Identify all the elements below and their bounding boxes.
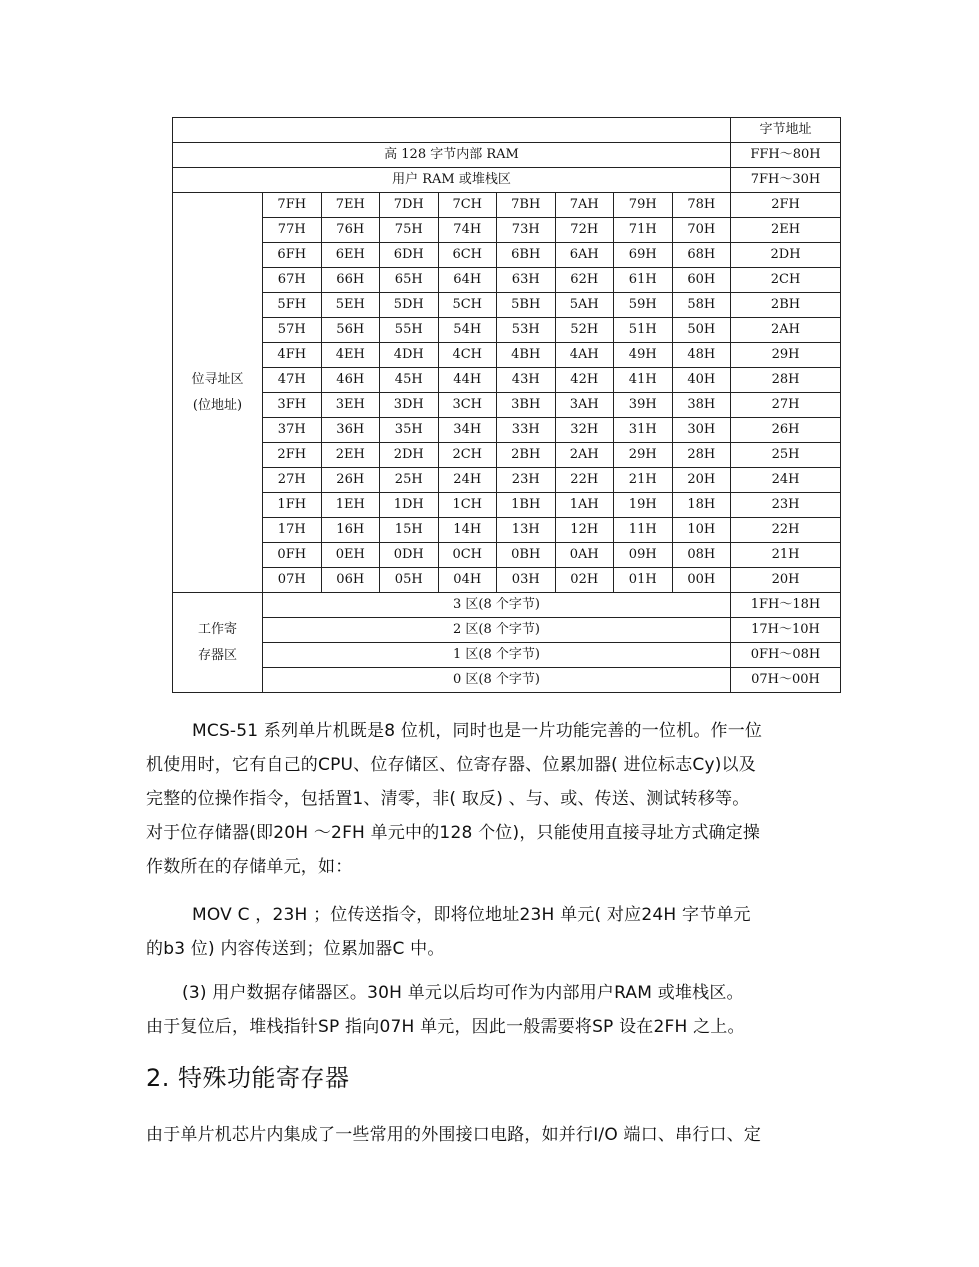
- bit-address-cell: 72H: [555, 218, 614, 243]
- bit-address-cell: 1BH: [497, 493, 556, 518]
- bit-address-cell: 35H: [380, 418, 439, 443]
- bit-address-cell: 5BH: [497, 293, 556, 318]
- byte-address-cell: 25H: [731, 443, 841, 468]
- bit-row: [173, 368, 841, 393]
- bit-address-cell: 5AH: [555, 293, 614, 318]
- bit-address-cell: 68H: [672, 243, 731, 268]
- bit-address-cell: 7DH: [380, 193, 439, 218]
- bit-address-cell: 3DH: [380, 393, 439, 418]
- bit-address-cell: 7BH: [497, 193, 556, 218]
- bit-address-cell: 0FH: [263, 543, 322, 568]
- bit-address-cell: 7EH: [321, 193, 380, 218]
- text-line: 对于位存储器(即20H ～2FH 单元中的128 个位)，只能使用直接寻址方式确定操: [146, 823, 761, 843]
- bit-row: [173, 418, 841, 443]
- paragraph-user-data-area: [146, 976, 846, 1044]
- bit-address-cell: 29H: [614, 443, 673, 468]
- bit-address-cell: 22H: [555, 468, 614, 493]
- bit-address-cell: 31H: [614, 418, 673, 443]
- user-ram-label: 用户 RAM 或堆栈区: [173, 168, 731, 193]
- bit-address-cell: 4BH: [497, 343, 556, 368]
- bit-address-cell: 4EH: [321, 343, 380, 368]
- bit-address-cell: 16H: [321, 518, 380, 543]
- bit-address-cell: 0DH: [380, 543, 439, 568]
- paragraph-mov-example: [146, 898, 846, 966]
- register-area-label-cell: [173, 593, 263, 693]
- bit-address-cell: 2BH: [497, 443, 556, 468]
- bit-address-cell: 42H: [555, 368, 614, 393]
- user-ram-addr: 7FH～30H: [731, 168, 841, 193]
- bit-area-label: 位寻址区: [191, 371, 244, 387]
- bit-address-cell: 27H: [263, 468, 322, 493]
- table-header-row: [173, 118, 841, 143]
- bit-address-cell: 5EH: [321, 293, 380, 318]
- byte-address-cell: 2AH: [731, 318, 841, 343]
- register-bank-label: 1 区(8 个字节): [263, 643, 731, 668]
- high-ram-label: 高 128 字节内部 RAM: [173, 143, 731, 168]
- byte-address-cell: 24H: [731, 468, 841, 493]
- bit-address-cell: 53H: [497, 318, 556, 343]
- bit-address-cell: 26H: [321, 468, 380, 493]
- table-row-high-ram: [173, 143, 841, 168]
- bit-address-cell: 57H: [263, 318, 322, 343]
- bit-address-cell: 6FH: [263, 243, 322, 268]
- bit-address-cell: 44H: [438, 368, 497, 393]
- register-bank-label: 2 区(8 个字节): [263, 618, 731, 643]
- bit-address-cell: 38H: [672, 393, 731, 418]
- bit-row: [173, 343, 841, 368]
- bit-address-cell: 69H: [614, 243, 673, 268]
- paragraph-bit-processor: [146, 714, 846, 884]
- bit-address-cell: 70H: [672, 218, 731, 243]
- bit-address-cell: 15H: [380, 518, 439, 543]
- byte-address-cell: 28H: [731, 368, 841, 393]
- bit-area-label-cell: [173, 193, 263, 593]
- byte-address-cell: 29H: [731, 343, 841, 368]
- bit-address-cell: 66H: [321, 268, 380, 293]
- bit-address-cell: 63H: [497, 268, 556, 293]
- section-heading: 2. 特殊功能寄存器: [146, 1064, 350, 1092]
- bit-address-cell: 18H: [672, 493, 731, 518]
- bit-address-cell: 50H: [672, 318, 731, 343]
- register-bank-label: 3 区(8 个字节): [263, 593, 731, 618]
- bit-address-cell: 03H: [497, 568, 556, 593]
- internal-ram-map-table: [172, 117, 841, 693]
- bit-address-cell: 49H: [614, 343, 673, 368]
- bit-address-cell: 74H: [438, 218, 497, 243]
- bit-address-cell: 6AH: [555, 243, 614, 268]
- bit-address-cell: 09H: [614, 543, 673, 568]
- byte-address-cell: 26H: [731, 418, 841, 443]
- bit-address-cell: 37H: [263, 418, 322, 443]
- bit-address-cell: 7AH: [555, 193, 614, 218]
- bit-address-cell: 58H: [672, 293, 731, 318]
- bit-address-cell: 45H: [380, 368, 439, 393]
- high-ram-addr: FFH～80H: [731, 143, 841, 168]
- bit-address-cell: 61H: [614, 268, 673, 293]
- bit-address-cell: 07H: [263, 568, 322, 593]
- text-line: 完整的位操作指令，包括置1、清零，非( 取反) 、与、或、传送、测试转移等。: [146, 789, 750, 809]
- bit-address-cell: 32H: [555, 418, 614, 443]
- bit-address-cell: 11H: [614, 518, 673, 543]
- bit-row: [173, 518, 841, 543]
- bit-address-cell: 6BH: [497, 243, 556, 268]
- bit-address-cell: 40H: [672, 368, 731, 393]
- bit-address-cell: 43H: [497, 368, 556, 393]
- bit-address-cell: 39H: [614, 393, 673, 418]
- bit-row: [173, 293, 841, 318]
- bit-address-cell: 1CH: [438, 493, 497, 518]
- text-line: 作数所在的存储单元，如：: [146, 857, 353, 877]
- bit-address-cell: 6EH: [321, 243, 380, 268]
- bit-address-cell: 34H: [438, 418, 497, 443]
- bit-address-cell: 08H: [672, 543, 731, 568]
- bit-address-cell: 30H: [672, 418, 731, 443]
- bit-address-cell: 4DH: [380, 343, 439, 368]
- bit-address-cell: 73H: [497, 218, 556, 243]
- bit-address-cell: 0AH: [555, 543, 614, 568]
- text-line: 由于单片机芯片内集成了一些常用的外围接口电路，如并行I/O 端口、串行口、定: [146, 1125, 762, 1145]
- bit-address-cell: 2FH: [263, 443, 322, 468]
- bit-address-cell: 04H: [438, 568, 497, 593]
- bit-row: [173, 393, 841, 418]
- bit-address-cell: 28H: [672, 443, 731, 468]
- byte-address-cell: 2EH: [731, 218, 841, 243]
- bit-row: [173, 468, 841, 493]
- bit-address-cell: 1DH: [380, 493, 439, 518]
- byte-address-cell: 2CH: [731, 268, 841, 293]
- bit-address-cell: 79H: [614, 193, 673, 218]
- register-bank-addr: 1FH～18H: [731, 593, 841, 618]
- bit-address-cell: 7CH: [438, 193, 497, 218]
- bit-address-cell: 0EH: [321, 543, 380, 568]
- bit-address-cell: 62H: [555, 268, 614, 293]
- bit-address-cell: 48H: [672, 343, 731, 368]
- bit-address-cell: 67H: [263, 268, 322, 293]
- bit-address-cell: 5DH: [380, 293, 439, 318]
- header-empty-cell: [173, 118, 731, 143]
- bit-address-cell: 41H: [614, 368, 673, 393]
- bit-address-cell: 33H: [497, 418, 556, 443]
- byte-address-cell: 2BH: [731, 293, 841, 318]
- bit-address-cell: 02H: [555, 568, 614, 593]
- register-bank-addr: 07H～00H: [731, 668, 841, 693]
- register-bank-row: [173, 668, 841, 693]
- bit-address-cell: 05H: [380, 568, 439, 593]
- register-area-sublabel: 存器区: [197, 647, 237, 663]
- bit-address-cell: 3CH: [438, 393, 497, 418]
- bit-address-cell: 71H: [614, 218, 673, 243]
- register-bank-addr: 0FH～08H: [731, 643, 841, 668]
- bit-address-cell: 21H: [614, 468, 673, 493]
- paragraph-sfr-intro: [146, 1118, 846, 1152]
- text-line: 由于复位后，堆栈指针SP 指向07H 单元，因此一般需要将SP 设在2FH 之上。: [146, 1017, 745, 1037]
- bit-row: [173, 318, 841, 343]
- table-row-user-ram: [173, 168, 841, 193]
- bit-address-cell: 55H: [380, 318, 439, 343]
- bit-address-cell: 2AH: [555, 443, 614, 468]
- bit-row: [173, 268, 841, 293]
- bit-address-cell: 5FH: [263, 293, 322, 318]
- register-bank-label: 0 区(8 个字节): [263, 668, 731, 693]
- bit-address-cell: 3BH: [497, 393, 556, 418]
- bit-address-cell: 25H: [380, 468, 439, 493]
- register-bank-addr: 17H～10H: [731, 618, 841, 643]
- bit-area-sublabel: (位地址): [192, 397, 243, 413]
- bit-address-cell: 7FH: [263, 193, 322, 218]
- bit-address-cell: 13H: [497, 518, 556, 543]
- bit-address-cell: 19H: [614, 493, 673, 518]
- bit-row: [173, 243, 841, 268]
- bit-address-cell: 2EH: [321, 443, 380, 468]
- bit-row: [173, 568, 841, 593]
- bit-address-cell: 2CH: [438, 443, 497, 468]
- byte-address-cell: 23H: [731, 493, 841, 518]
- bit-address-cell: 59H: [614, 293, 673, 318]
- bit-address-cell: 54H: [438, 318, 497, 343]
- bit-address-cell: 0BH: [497, 543, 556, 568]
- bit-address-cell: 1EH: [321, 493, 380, 518]
- byte-address-cell: 2FH: [731, 193, 841, 218]
- bit-address-cell: 4FH: [263, 343, 322, 368]
- bit-address-cell: 56H: [321, 318, 380, 343]
- bit-row: [173, 543, 841, 568]
- byte-address-header: 字节地址: [731, 118, 841, 143]
- bit-address-cell: 4CH: [438, 343, 497, 368]
- text-line: MCS-51 系列单片机既是8 位机，同时也是一片功能完善的一位机。作一位: [192, 721, 763, 741]
- bit-address-cell: 36H: [321, 418, 380, 443]
- register-bank-row: [173, 643, 841, 668]
- register-bank-row: [173, 593, 841, 618]
- bit-address-cell: 3EH: [321, 393, 380, 418]
- text-line: (3) 用户数据存储器区。30H 单元以后均可作为内部用户RAM 或堆栈区。: [182, 983, 744, 1003]
- bit-row: [173, 493, 841, 518]
- bit-address-cell: 76H: [321, 218, 380, 243]
- bit-address-cell: 52H: [555, 318, 614, 343]
- bit-address-cell: 3FH: [263, 393, 322, 418]
- bit-address-cell: 6DH: [380, 243, 439, 268]
- text-line: MOV C ，23H ；位传送指令，即将位地址23H 单元( 对应24H 字节单元: [192, 905, 751, 925]
- bit-address-cell: 01H: [614, 568, 673, 593]
- byte-address-cell: 22H: [731, 518, 841, 543]
- byte-address-cell: 27H: [731, 393, 841, 418]
- bit-address-cell: 06H: [321, 568, 380, 593]
- register-area-label: 工作寄: [197, 621, 237, 637]
- byte-address-cell: 21H: [731, 543, 841, 568]
- bit-address-cell: 1FH: [263, 493, 322, 518]
- byte-address-cell: 2DH: [731, 243, 841, 268]
- bit-address-cell: 75H: [380, 218, 439, 243]
- bit-row: [173, 193, 841, 218]
- bit-row: [173, 218, 841, 243]
- bit-address-cell: 2DH: [380, 443, 439, 468]
- bit-address-cell: 5CH: [438, 293, 497, 318]
- bit-address-cell: 14H: [438, 518, 497, 543]
- bit-address-cell: 65H: [380, 268, 439, 293]
- bit-address-cell: 1AH: [555, 493, 614, 518]
- bit-address-cell: 64H: [438, 268, 497, 293]
- register-bank-row: [173, 618, 841, 643]
- text-line: 机使用时，它有自己的CPU、位存储区、位寄存器、位累加器( 进位标志Cy)以及: [146, 755, 756, 775]
- bit-address-cell: 78H: [672, 193, 731, 218]
- bit-address-cell: 0CH: [438, 543, 497, 568]
- bit-address-cell: 23H: [497, 468, 556, 493]
- bit-address-cell: 4AH: [555, 343, 614, 368]
- byte-address-cell: 20H: [731, 568, 841, 593]
- bit-address-cell: 46H: [321, 368, 380, 393]
- bit-address-cell: 17H: [263, 518, 322, 543]
- bit-address-cell: 12H: [555, 518, 614, 543]
- bit-address-cell: 51H: [614, 318, 673, 343]
- bit-address-cell: 3AH: [555, 393, 614, 418]
- bit-address-cell: 60H: [672, 268, 731, 293]
- bit-address-cell: 47H: [263, 368, 322, 393]
- bit-address-cell: 20H: [672, 468, 731, 493]
- bit-address-cell: 77H: [263, 218, 322, 243]
- bit-address-cell: 00H: [672, 568, 731, 593]
- bit-row: [173, 443, 841, 468]
- text-line: 的b3 位) 内容传送到；位累加器C 中。: [146, 939, 445, 959]
- bit-address-cell: 24H: [438, 468, 497, 493]
- bit-address-cell: 10H: [672, 518, 731, 543]
- bit-address-cell: 6CH: [438, 243, 497, 268]
